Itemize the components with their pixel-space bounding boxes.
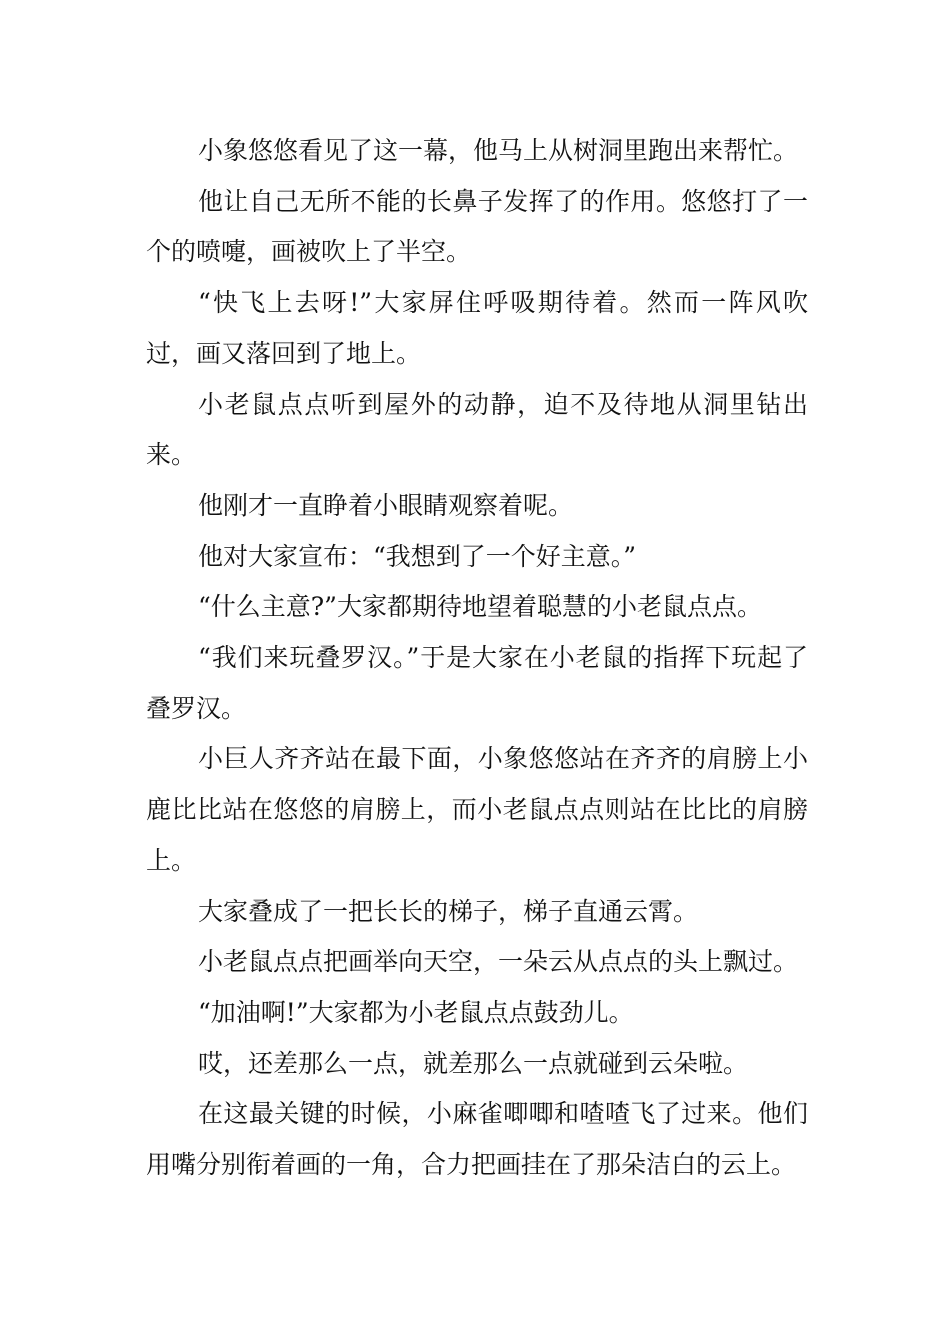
paragraph-4: 小老鼠点点听到屋外的动静，迫不及待地从洞里钻出来。 [146, 389, 808, 470]
paragraph-14: 在这最关键的时候，小麻雀唧唧和喳喳飞了过来。他们用嘴分别衔着画的一角，合力把画挂在了那朵洁白的云上。 [146, 1099, 808, 1180]
paragraph-2: 他让自己无所不能的长鼻子发挥了的作用。悠悠打了一个的喷嚏，画被吹上了半空。 [146, 186, 808, 267]
paragraph-5: 他刚才一直睁着小眼睛观察着呢。 [198, 490, 574, 520]
paragraph-1: 小象悠悠看见了这一幕，他马上从树洞里跑出来帮忙。 [198, 136, 799, 165]
paragraph-12: “加油啊!”大家都为小老鼠点点鼓劲儿。 [198, 997, 634, 1027]
paragraph-3: “快飞上去呀!”大家屏住呼吸期待着。然而一阵风吹过，画又落回到了地上。 [146, 288, 808, 368]
paragraph-10: 大家叠成了一把长长的梯子，梯子直通云霄。 [198, 896, 699, 926]
document-page [146, 126, 808, 1191]
paragraph-9: 小巨人齐齐站在最下面，小象悠悠站在齐齐的肩膀上小鹿比比站在悠悠的肩膀上，而小老鼠点点则站在比比的肩膀上。 [146, 744, 808, 875]
paragraph-7: “什么主意?”大家都期待地望着聪慧的小老鼠点点。 [198, 592, 762, 622]
paragraph-13: 哎，还差那么一点，就差那么一点就碰到云朵啦。 [198, 1048, 749, 1078]
paragraph-11: 小老鼠点点把画举向天空，一朵云从点点的头上飘过。 [198, 947, 799, 977]
paragraph-8: “我们来玩叠罗汉。”于是大家在小老鼠的指挥下玩起了叠罗汉。 [146, 643, 808, 723]
paragraph-6: 他对大家宣布：“我想到了一个好主意。” [198, 541, 637, 571]
